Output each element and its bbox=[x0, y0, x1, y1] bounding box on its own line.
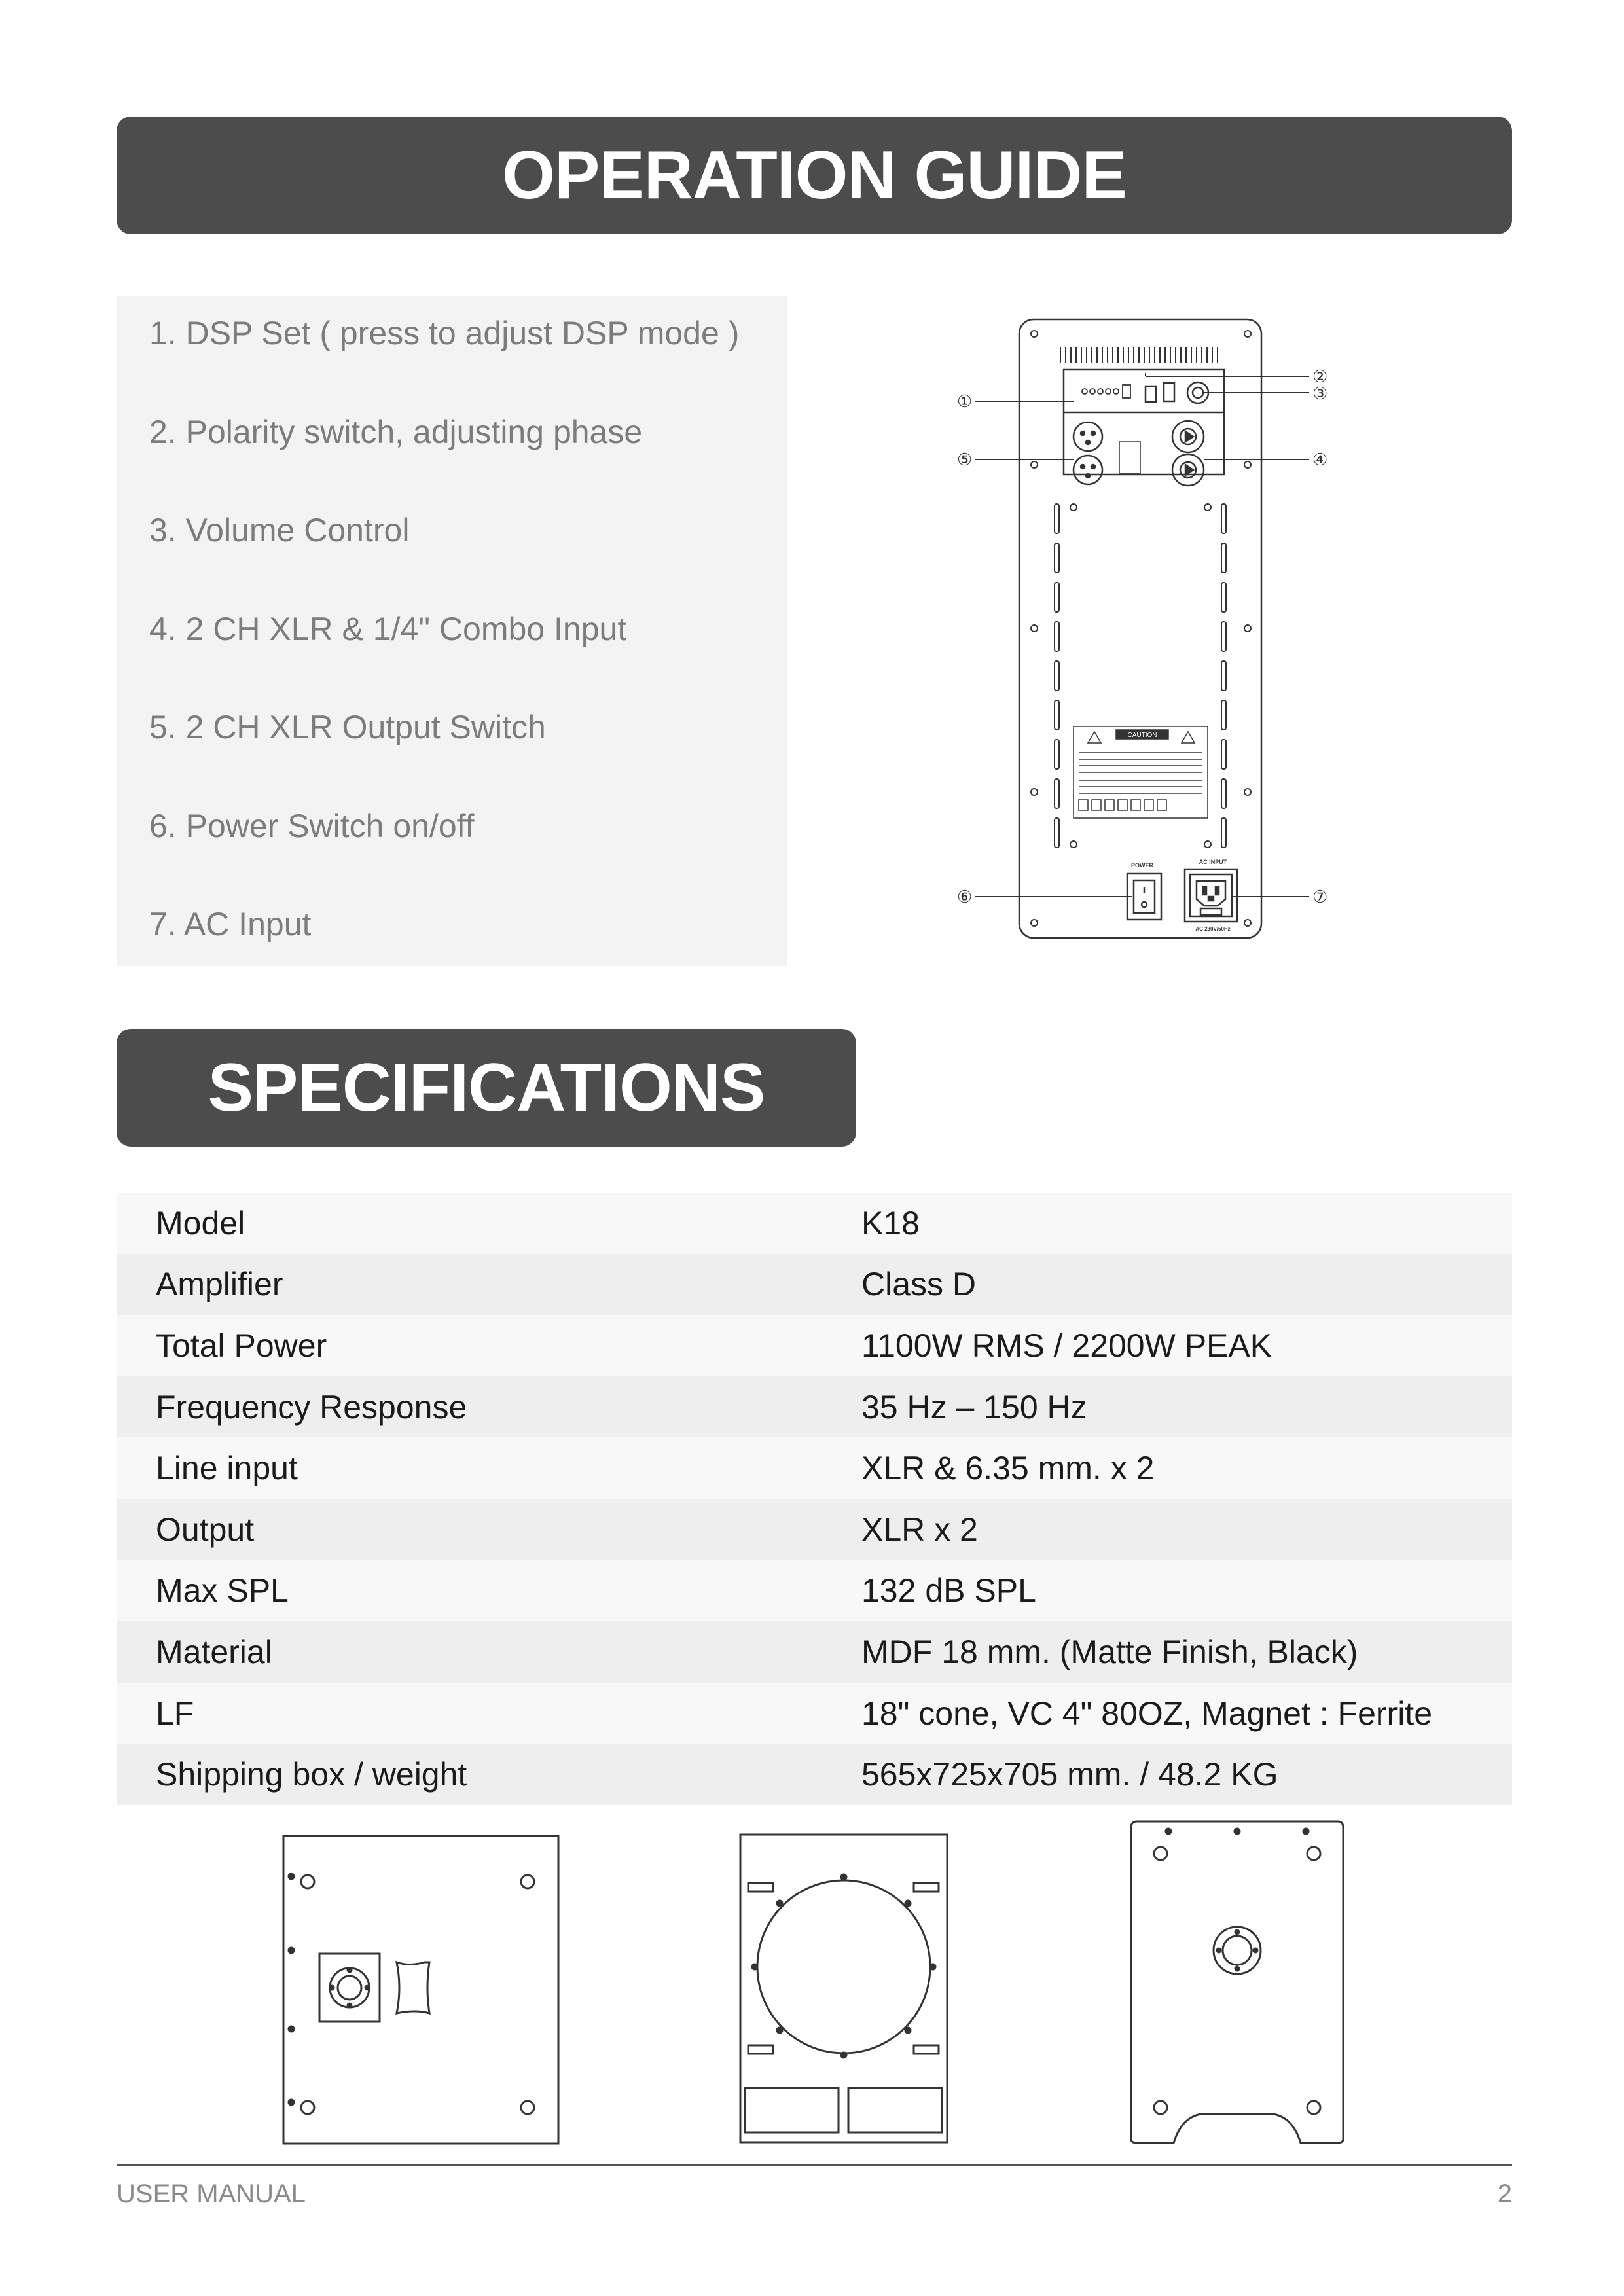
cabinet-top-view-drawing bbox=[1129, 1820, 1345, 2147]
operation-guide-list bbox=[117, 296, 787, 966]
spec-row-shipping bbox=[117, 1744, 1512, 1805]
spec-label: Model bbox=[156, 1204, 245, 1242]
spec-label: Frequency Response bbox=[156, 1388, 467, 1426]
specifications-heading: SPECIFICATIONS bbox=[117, 1029, 856, 1147]
combo-input-1 bbox=[1172, 421, 1204, 452]
spec-row-output bbox=[117, 1499, 1512, 1560]
spec-row-max-spl bbox=[117, 1560, 1512, 1622]
guide-item-dsp-set: 1. DSP Set ( press to adjust DSP mode ) bbox=[149, 315, 740, 351]
spec-row-model bbox=[117, 1193, 1512, 1254]
spec-value: K18 bbox=[861, 1204, 920, 1242]
spec-row-lf bbox=[117, 1683, 1512, 1744]
guide-item-combo-input: 4. 2 CH XLR & 1/4" Combo Input bbox=[149, 611, 627, 647]
caution-label bbox=[1074, 726, 1208, 818]
spec-row-amplifier bbox=[117, 1254, 1512, 1316]
guide-item-polarity: 2. Polarity switch, adjusting phase bbox=[149, 414, 643, 450]
spec-row-frequency-response bbox=[117, 1376, 1512, 1438]
guide-item-output-switch: 5. 2 CH XLR Output Switch bbox=[149, 709, 546, 745]
callout-7: ⑦ bbox=[1312, 887, 1328, 906]
caution-text: CAUTION bbox=[1127, 732, 1157, 739]
spec-value: 18" cone, VC 4" 80OZ, Magnet : Ferrite bbox=[861, 1695, 1432, 1732]
combo-input-2 bbox=[1172, 454, 1204, 486]
specifications-table bbox=[117, 1193, 1512, 1805]
spec-value: MDF 18 mm. (Matte Finish, Black) bbox=[861, 1633, 1358, 1670]
spec-label: Output bbox=[156, 1511, 255, 1548]
spec-value: 565x725x705 mm. / 48.2 KG bbox=[861, 1756, 1278, 1793]
spec-value: XLR x 2 bbox=[861, 1511, 978, 1548]
cabinet-front-view-drawing bbox=[738, 1833, 949, 2147]
spec-row-line-input bbox=[117, 1437, 1512, 1499]
callout-3: ③ bbox=[1312, 384, 1328, 403]
operation-guide-heading: OPERATION GUIDE bbox=[117, 117, 1512, 234]
spec-label: Max SPL bbox=[156, 1572, 289, 1609]
xlr-output-2 bbox=[1074, 456, 1102, 484]
page-number: 2 bbox=[1497, 2179, 1512, 2208]
footer-divider bbox=[117, 2164, 1512, 2166]
amplifier-panel-diagram bbox=[956, 308, 1335, 949]
input-mode-label bbox=[1119, 442, 1140, 473]
guide-item-ac-input: 7. AC Input bbox=[149, 906, 312, 942]
callout-2: ② bbox=[1312, 367, 1328, 386]
callout-6: ⑥ bbox=[957, 887, 973, 906]
ac-inlet bbox=[1185, 869, 1237, 922]
callout-4: ④ bbox=[1312, 450, 1328, 469]
callout-5: ⑤ bbox=[957, 450, 973, 469]
polarity-switch-2 bbox=[1164, 383, 1174, 401]
spec-value: 132 dB SPL bbox=[861, 1572, 1036, 1609]
ac-voltage-label: AC 230V/50Hz bbox=[1195, 926, 1231, 932]
spec-label: Material bbox=[156, 1633, 272, 1670]
power-label: POWER bbox=[1130, 862, 1154, 869]
footer-title: USER MANUAL bbox=[117, 2179, 306, 2208]
callout-1: ① bbox=[957, 391, 973, 411]
xlr-output-1 bbox=[1074, 422, 1102, 451]
spec-label: LF bbox=[156, 1695, 194, 1732]
spec-row-material bbox=[117, 1621, 1512, 1683]
dsp-set-button bbox=[1082, 385, 1130, 398]
spec-label: Amplifier bbox=[156, 1266, 283, 1303]
spec-value: Class D bbox=[861, 1266, 977, 1303]
spec-row-total-power bbox=[117, 1315, 1512, 1376]
guide-item-power-switch: 6. Power Switch on/off bbox=[149, 808, 475, 844]
guide-item-volume: 3. Volume Control bbox=[149, 512, 410, 548]
spec-label: Total Power bbox=[156, 1327, 327, 1364]
spec-value: XLR & 6.35 mm. x 2 bbox=[861, 1450, 1155, 1487]
spec-label: Line input bbox=[156, 1450, 298, 1487]
spec-label: Shipping box / weight bbox=[156, 1756, 467, 1793]
heatsink-vents bbox=[1060, 347, 1218, 363]
spec-value: 35 Hz – 150 Hz bbox=[861, 1388, 1087, 1426]
polarity-switch bbox=[1146, 386, 1156, 402]
mounting-rails bbox=[1055, 504, 1226, 848]
cabinet-rear-view-drawing bbox=[280, 1833, 562, 2147]
ac-input-label: AC INPUT bbox=[1199, 859, 1227, 865]
spec-value: 1100W RMS / 2200W PEAK bbox=[861, 1327, 1272, 1364]
